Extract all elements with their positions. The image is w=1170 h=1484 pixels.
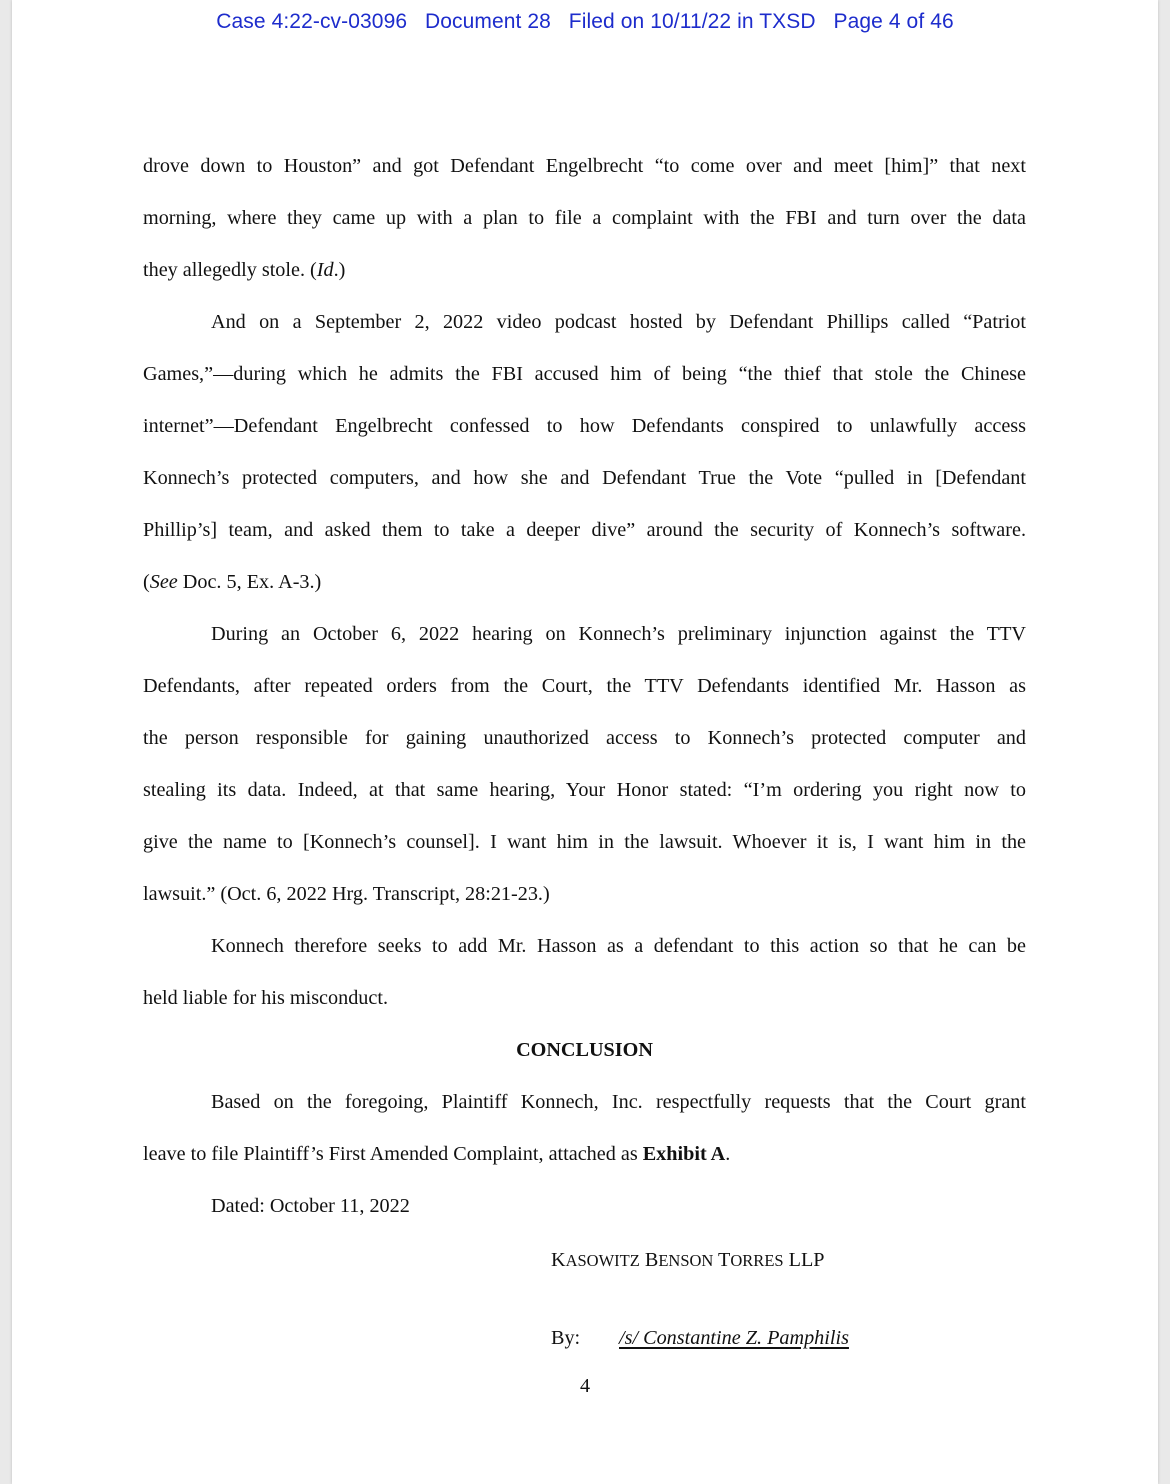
text-run: (	[143, 571, 150, 593]
text-line: Games,”—during which he admits the FBI accused him of being “the thief that stole the Chinese	[143, 363, 1026, 385]
text-run: Doc. 5, Ex. A-3.)	[177, 571, 322, 593]
text-run: .)	[333, 259, 346, 281]
text-line: the person responsible for gaining unauthorized access to Konnech’s protected computer and	[143, 727, 1026, 749]
firm-smallcaps: ASOWITZ	[565, 1251, 640, 1270]
text-line: Phillip’s] team, and asked them to take a deeper dive” around the security of Konnech’s software.	[143, 519, 1026, 541]
text-run: .	[725, 1143, 731, 1165]
italic-citation: Id	[316, 259, 334, 281]
text-line	[143, 244, 1026, 296]
text-line	[143, 556, 1026, 608]
text-line: held liable for his misconduct.	[143, 987, 389, 1009]
conclusion-heading: CONCLUSION	[516, 1039, 653, 1061]
text-line: lawsuit.” (Oct. 6, 2022 Hrg. Transcript, 28:21-23.)	[143, 883, 550, 905]
text-line: internet”—Defendant Engelbrecht confessed to how Defendants conspired to unlawfully access	[143, 415, 1026, 437]
firm-smallcaps: ENSON	[658, 1251, 714, 1270]
signature-block	[551, 1314, 849, 1362]
text-line: Konnech therefore seeks to add Mr. Hasson as a defendant to this action so that he can be	[211, 935, 1026, 957]
dated-line: Dated: October 11, 2022	[211, 1195, 410, 1217]
page-number: 4	[579, 1375, 591, 1397]
text-line: stealing its data. Indeed, at that same hearing, Your Honor stated: “I’m ordering you right now to	[143, 779, 1026, 801]
case-number: Case 4:22-cv-03096	[216, 10, 408, 33]
text-line: And on a September 2, 2022 video podcast hosted by Defendant Phillips called “Patriot	[211, 311, 1026, 333]
ecf-header	[0, 10, 1170, 34]
text-line: Konnech’s protected computers, and how she and Defendant True the Vote “pulled in [Defendant	[143, 467, 1026, 489]
by-label: By:	[551, 1327, 581, 1349]
firm-suffix: LLP	[788, 1249, 825, 1271]
text-line: morning, where they came up with a plan to file a complaint with the FBI and turn over the data	[143, 207, 1026, 229]
text-line	[143, 1128, 1026, 1180]
italic-citation: See	[149, 571, 178, 593]
page-indicator: Page 4 of 46	[833, 10, 954, 33]
text-run: they allegedly stole. (	[143, 259, 317, 281]
firm-letter: B	[644, 1249, 659, 1271]
text-line: Based on the foregoing, Plaintiff Konnech, Inc. respectfully requests that the Court grant	[211, 1091, 1026, 1113]
document-number: Document 28	[424, 10, 551, 33]
firm-letter: T	[718, 1249, 731, 1271]
text-line: Defendants, after repeated orders from the Court, the TTV Defendants identified Mr. Hasson as	[143, 675, 1026, 697]
law-firm-name	[551, 1236, 825, 1285]
text-run: leave to file Plaintiff’s First Amended Complaint, attached as	[143, 1143, 643, 1165]
text-line: drove down to Houston” and got Defendant Engelbrecht “to come over and meet [him]” that next	[143, 155, 1026, 177]
text-line: During an October 6, 2022 hearing on Konnech’s preliminary injunction against the TTV	[211, 623, 1026, 645]
electronic-signature: /s/ Constantine Z. Pamphilis	[619, 1327, 849, 1349]
firm-letter: K	[551, 1249, 566, 1271]
document-body	[143, 140, 1026, 1232]
firm-smallcaps: ORRES	[730, 1251, 784, 1270]
filed-date: Filed on 10/11/22 in TXSD	[568, 10, 816, 33]
text-line: give the name to [Konnech’s counsel]. I want him in the lawsuit. Whoever it is, I want him in the	[143, 831, 1026, 853]
exhibit-reference: Exhibit A	[642, 1143, 726, 1165]
